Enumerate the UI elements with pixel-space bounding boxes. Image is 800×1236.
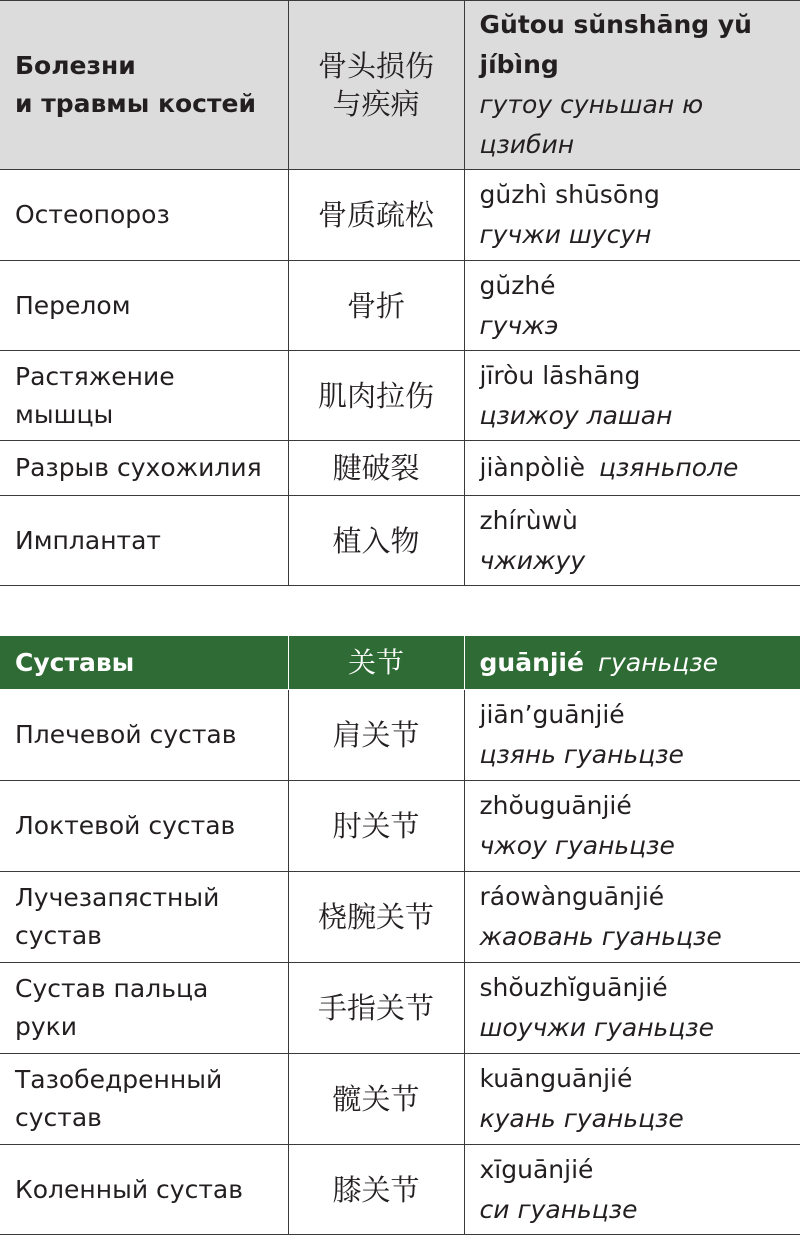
pinyin-cell — [464, 441, 800, 496]
pinyin-cell — [464, 781, 800, 872]
table-row — [0, 441, 800, 496]
russian-term: Разрыв сухожилия — [0, 441, 288, 496]
pinyin-cell — [464, 351, 800, 441]
russian-term-cell — [0, 1054, 288, 1145]
header-russian-cell: Суставы — [0, 637, 288, 690]
chinese-term: 手指关节 — [288, 963, 464, 1054]
russian-term: Локтевой сустав — [0, 781, 288, 872]
table-header-row — [0, 1, 800, 170]
pinyin-cell — [464, 1145, 800, 1235]
pinyin-cell — [464, 496, 800, 586]
table-row — [0, 496, 800, 586]
cyrillic-transcription: си гуаньцзе — [479, 1194, 638, 1224]
header-cyrillic-text: гуаньцзе — [597, 648, 718, 677]
russian-term: Перелом — [0, 261, 288, 351]
table-row — [0, 351, 800, 441]
chinese-term: 腱破裂 — [288, 441, 464, 496]
header-pinyin-cell — [464, 637, 800, 690]
table-row — [0, 261, 800, 351]
russian-term: Коленный сустав — [0, 1145, 288, 1235]
pinyin-text: jiān’guānjié — [479, 700, 625, 729]
chinese-term: 肌肉拉伤 — [288, 351, 464, 441]
pinyin-text: zhŏuguānjié — [479, 791, 632, 820]
table-row — [0, 781, 800, 872]
pinyin-text: shŏuzhĭguānjié — [479, 973, 668, 1002]
header-pinyin-text: guānjié — [479, 648, 584, 677]
joints-table — [0, 636, 800, 1235]
russian-term-line2: руки — [15, 1012, 78, 1041]
cyrillic-transcription: цзяньполе — [599, 453, 739, 482]
header-russian-line2: и травмы костей — [15, 89, 256, 118]
russian-term-cell — [0, 963, 288, 1054]
cyrillic-transcription: чжоу гуаньцзе — [479, 831, 675, 860]
chinese-term: 植入物 — [288, 496, 464, 586]
header-cyrillic-line2: цзибин — [479, 130, 575, 159]
table-header-row — [0, 637, 800, 690]
chinese-term: 桡腕关节 — [288, 872, 464, 963]
russian-term-cell — [0, 351, 288, 441]
russian-term-line1: Лучезапястный — [15, 883, 220, 912]
header-pinyin-cell — [464, 1, 800, 170]
chinese-term: 骨质疏松 — [288, 170, 464, 261]
pinyin-text: jiànpòliè — [479, 453, 585, 482]
table-row — [0, 170, 800, 261]
header-chinese-cell — [288, 1, 464, 170]
table-row — [0, 1054, 800, 1145]
russian-term-line1: Тазобедренный — [15, 1065, 223, 1094]
russian-term-cell — [0, 872, 288, 963]
cyrillic-transcription: гучжэ — [479, 310, 559, 340]
chinese-term: 骨折 — [288, 261, 464, 351]
header-russian-cell — [0, 1, 288, 170]
russian-term-line1: Растяжение — [15, 361, 175, 391]
cyrillic-transcription: гучжи шусун — [479, 220, 652, 249]
pinyin-text: gŭzhé — [479, 270, 556, 300]
cyrillic-transcription: куань гуаньцзе — [479, 1104, 684, 1133]
pinyin-cell — [464, 170, 800, 261]
cyrillic-transcription: чжижуу — [479, 545, 586, 575]
table-row — [0, 963, 800, 1054]
pinyin-cell — [464, 872, 800, 963]
table-row — [0, 1145, 800, 1235]
chinese-term: 肩关节 — [288, 690, 464, 781]
table-row — [0, 690, 800, 781]
pinyin-cell — [464, 690, 800, 781]
chinese-term: 肘关节 — [288, 781, 464, 872]
russian-term: Имплантат — [0, 496, 288, 586]
header-cyrillic-line1: гутоу суньшан ю — [479, 90, 704, 119]
header-russian-line1: Болезни — [15, 51, 136, 80]
header-pinyin-line1: Gŭtou sŭnshāng yŭ — [479, 10, 752, 39]
pinyin-cell — [464, 261, 800, 351]
cyrillic-transcription: цзянь гуаньцзе — [479, 740, 684, 769]
header-chinese-line2: 与疾病 — [332, 87, 420, 121]
header-chinese-cell: 关节 — [288, 637, 464, 690]
russian-term: Плечевой сустав — [0, 690, 288, 781]
cyrillic-transcription: цзижоу лашан — [479, 400, 673, 430]
russian-term-line2: мышцы — [15, 399, 114, 429]
russian-term: Остеопороз — [0, 170, 288, 261]
pinyin-text: jīròu lāshāng — [479, 360, 641, 390]
bone-diseases-table — [0, 0, 800, 586]
table-row — [0, 872, 800, 963]
russian-term-line2: сустав — [15, 1103, 102, 1132]
cyrillic-transcription: жаовань гуаньцзе — [479, 922, 722, 951]
pinyin-text: xīguānjié — [479, 1154, 594, 1184]
header-pinyin-line2: jíbìng — [479, 50, 559, 79]
pinyin-cell — [464, 963, 800, 1054]
chinese-term: 膝关节 — [288, 1145, 464, 1235]
header-chinese-line1: 骨头损伤 — [317, 49, 434, 83]
pinyin-text: kuānguānjié — [479, 1064, 633, 1093]
chinese-term: 髋关节 — [288, 1054, 464, 1145]
cyrillic-transcription: шоучжи гуаньцзе — [479, 1013, 714, 1042]
russian-term-line1: Сустав пальца — [15, 974, 209, 1003]
pinyin-text: ráowànguānjié — [479, 882, 665, 911]
pinyin-cell — [464, 1054, 800, 1145]
russian-term-line2: сустав — [15, 921, 102, 950]
pinyin-text: gŭzhì shūsōng — [479, 180, 660, 209]
pinyin-text: zhírùwù — [479, 505, 578, 535]
